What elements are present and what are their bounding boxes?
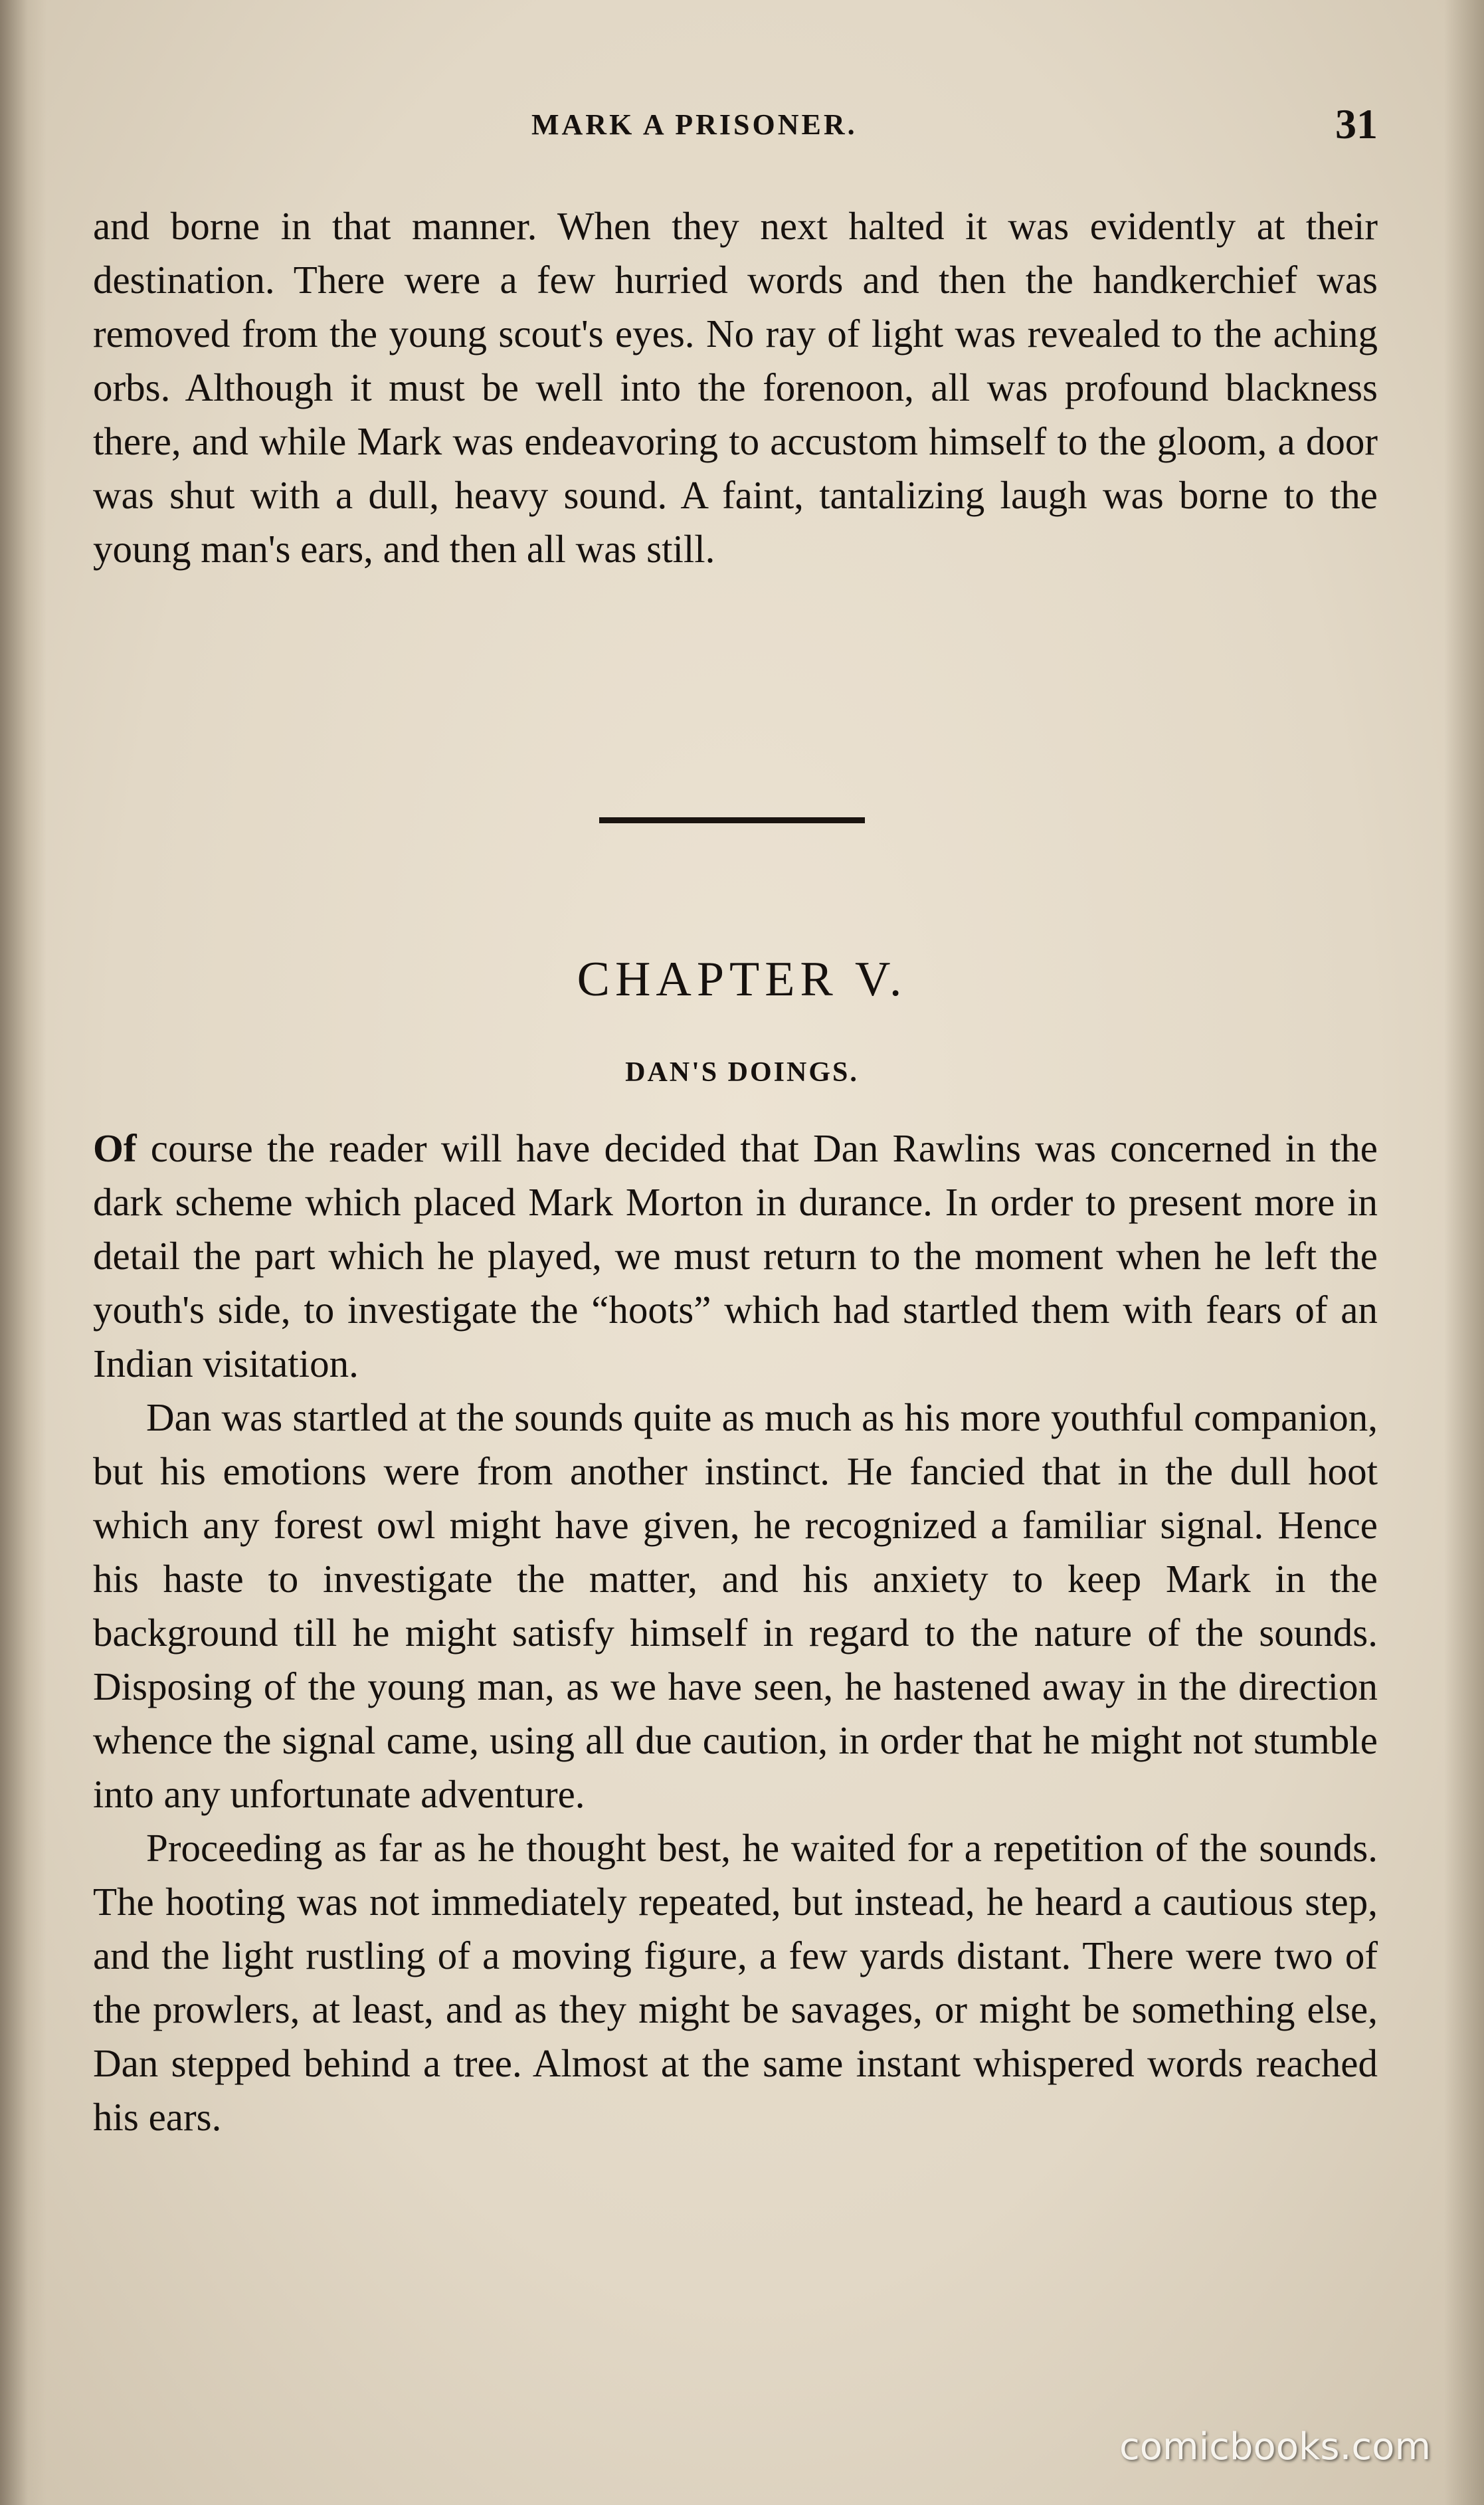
paragraph-3: Proceeding as far as he thought best, he waited for a repetition of the sounds. The hooting was not immediately repeated, but instead, he heard a cautious step, and the light rustling of a moving figure, a few yards distant. There were two of the prowlers, at least, and as they might be savages, or might be something else, Dan stepped behind a tree. Almost at the same instant whispered words reached his ears.: [93, 1826, 1378, 2139]
page-header: [93, 100, 1378, 153]
site-watermark: comicbooks.com: [1119, 2425, 1431, 2468]
chapter-title: CHAPTER V.: [577, 952, 907, 1007]
chapter-body: [93, 1122, 1378, 2144]
page-edge-shadow: [1444, 0, 1484, 2505]
paragraph-1-text: course the reader will have decided that Dan Rawlins was concerned in the dark scheme which placed Mark Morton in durance. In order to present more in detail the part which he played, we must return to the moment when he left the youth's side, to investigate the “hoots” which had startled them with fears of an Indian visitation.: [93, 1126, 1378, 1385]
page-gutter-shadow: [0, 0, 46, 2505]
chapter-subtitle: DAN'S DOINGS.: [625, 1057, 859, 1088]
continued-paragraph: and borne in that manner. When they next halted it was evidently at their destination. There were a few hurried words and then the handkerchief was removed from the young scout's eyes. No ray of light was revealed to the aching orbs. Although it must be well into the forenoon, all was profound blackness there, and while Mark was endeavoring to accustom himself to the gloom, a door was shut with a dull, heavy sound. A faint, tantalizing laugh was borne to the young man's ears, and then all was still.: [93, 204, 1378, 571]
paragraph-1: [93, 1122, 1378, 1391]
running-head: MARK A PRISONER.: [531, 108, 858, 141]
page-number: 31: [1335, 100, 1378, 148]
opening-word: Of: [93, 1126, 137, 1170]
paragraph-2: Dan was startled at the sounds quite as much as his more youthful companion, but his emotions were from another instinct. He fancied that in the dull hoot which any forest owl might have given, he recognized a familiar signal. Hence his haste to investigate the matter, and his anxiety to keep Mark in the background till he might satisfy himself in regard to the nature of the sounds. Disposing of the young man, as we have seen, he hastened away in the direction whence the signal came, using all due caution, in order that he might not stumble into any unfortunate adventure.: [93, 1395, 1378, 1816]
section-divider-rule: [599, 817, 865, 823]
